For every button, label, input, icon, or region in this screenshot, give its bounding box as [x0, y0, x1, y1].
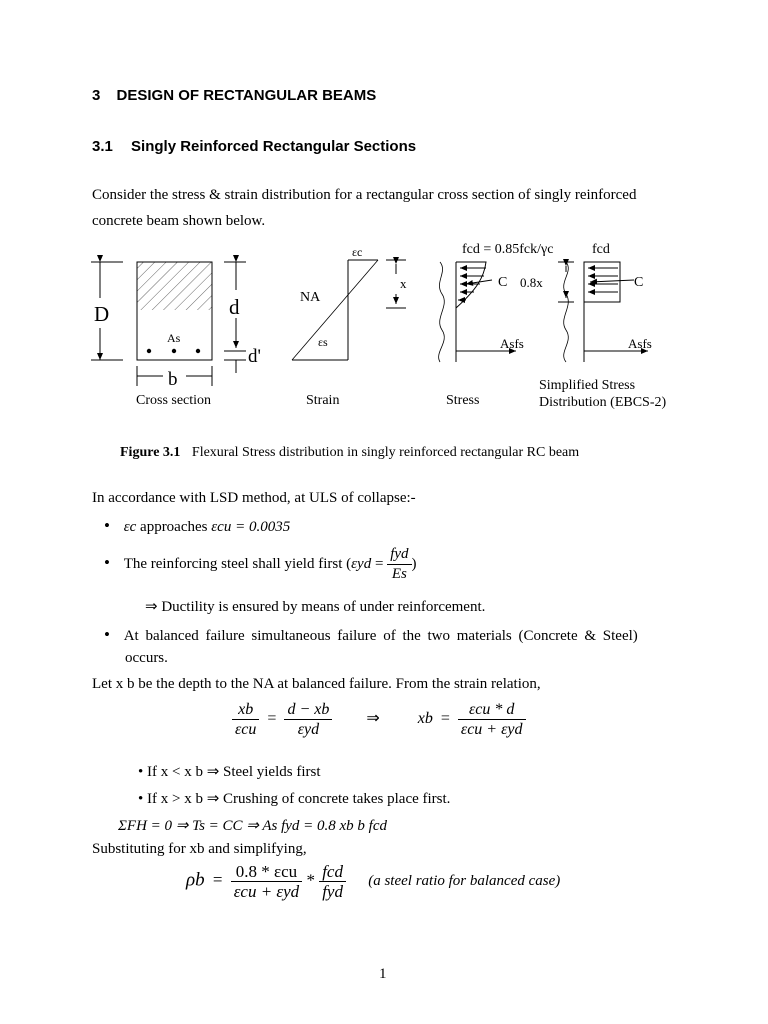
yield-text: The reinforcing steel shall yield first ( — [123, 555, 352, 572]
rho-den-1: εcu + εyd — [233, 882, 300, 901]
ductility-note: ⇒ Ductility is ensured by means of under reinforcement. — [145, 599, 486, 615]
d-minus-xb: d − xb — [284, 700, 332, 720]
subsection-number: 3.1 — [92, 138, 113, 155]
label-C-simplified: C — [634, 275, 644, 290]
equals: = — [267, 710, 277, 728]
figure-caption-number: Figure 3.1 — [120, 445, 181, 460]
eps-yd: εyd — [351, 555, 372, 572]
label-C-stress: C — [498, 275, 508, 290]
xb-over-ecu — [232, 700, 259, 739]
bullet-dot: • — [104, 516, 110, 535]
fyd-over-es — [387, 545, 411, 584]
bullet-3 — [104, 625, 638, 645]
label-d: d — [229, 295, 240, 319]
eps-cu-value: = 0.0035 — [231, 519, 291, 535]
condition-steel-yields: • If x < x b ⇒ Steel yields first — [138, 764, 321, 780]
implies-arrow: ⇒ — [366, 710, 380, 728]
rho-times: * — [306, 870, 315, 890]
rho-fraction-1 — [231, 862, 302, 901]
label-b: b — [168, 369, 178, 390]
ecu-times-d: εcu * d — [458, 700, 526, 720]
approaches-text: approaches — [136, 519, 212, 535]
flexural-figure — [88, 238, 688, 416]
equilibrium-equation: ΣFH = 0 ⇒ Ts = CC ⇒ As fyd = 0.8 xb b fcd — [118, 818, 388, 834]
section-heading — [92, 87, 376, 104]
intro-line-1: Consider the stress & strain distribution for a rectangular cross section of singly reinforced — [92, 187, 637, 203]
figure-caption — [120, 445, 579, 461]
label-d-prime: d' — [248, 346, 261, 367]
label-fcd: fcd — [592, 242, 610, 257]
label-Asfs-simplified: Asfs — [628, 336, 652, 351]
label-cross-section: Cross section — [136, 393, 212, 408]
rho-num-2: fcd — [319, 862, 346, 882]
bullet-2 — [104, 545, 417, 584]
label-simplified-line2: Distribution (EBCS-2) — [539, 395, 667, 410]
label-NA: NA — [300, 290, 321, 305]
section-number: 3 — [92, 87, 101, 104]
label-Asfs-stress: Asfs — [500, 336, 524, 351]
bullet-dot: • — [104, 625, 110, 644]
label-strain: Strain — [306, 393, 340, 408]
rho-b: ρb — [186, 869, 205, 891]
rho-num-1: 0.8 * εcu — [231, 862, 302, 882]
label-0-8x: 0.8x — [520, 275, 543, 290]
ecu: εcu — [235, 721, 257, 738]
label-D: D — [94, 302, 110, 326]
close-paren: ) — [411, 555, 417, 572]
rho-equals: = — [212, 870, 223, 890]
label-x: x — [400, 276, 407, 291]
condition-concrete-crushing: • If x > x b ⇒ Crushing of concrete takes place first. — [138, 791, 451, 807]
figure-caption-text: Flexural Stress distribution in singly reinforced rectangular RC beam — [191, 445, 580, 460]
xb-lhs: xb — [417, 710, 433, 728]
eps-cu: εcu — [211, 519, 232, 535]
bullet-dot: • — [104, 552, 110, 572]
fyd: fyd — [387, 545, 411, 565]
cross-section-diagram — [91, 262, 246, 386]
let-xb-text: Let x b be the depth to the NA at balanced failure. From the strain relation, — [92, 676, 541, 692]
eps-c: εc — [123, 519, 137, 535]
balanced-steel-ratio-equation — [186, 862, 560, 901]
subsection-title: Singly Reinforced Rectangular Sections — [131, 138, 417, 155]
balanced-text-1: At balanced failure simultaneous failure of the two materials (Concrete & Steel) — [123, 628, 638, 644]
label-stress: Stress — [446, 393, 480, 408]
label-As: As — [167, 331, 181, 345]
label-eps-s: εs — [318, 335, 328, 349]
equals-2: = — [440, 710, 450, 728]
substituting-text: Substituting for xb and simplifying, — [92, 841, 307, 857]
page-number: 1 — [379, 966, 387, 982]
rho-note: (a steel ratio for balanced case) — [368, 873, 561, 890]
label-simplified-line1: Simplified Stress — [539, 378, 636, 393]
strain-diagram — [292, 260, 406, 360]
subsection-heading — [92, 138, 416, 155]
bullet-1 — [104, 516, 290, 536]
xb: xb — [232, 700, 259, 720]
lsd-intro: In accordance with LSD method, at ULS of collapse:- — [92, 490, 416, 506]
yield-eq: = — [371, 555, 388, 572]
rho-den-2: fyd — [322, 882, 343, 901]
balanced-text-2: occurs. — [125, 650, 168, 666]
label-fcd-equation: fcd = 0.85fck/γc — [462, 242, 554, 257]
eyd: εyd — [297, 721, 320, 738]
rho-fraction-2 — [319, 862, 346, 901]
d-minus-xb-over-eyd — [284, 700, 332, 739]
xb-solution — [458, 700, 526, 739]
section-title: DESIGN OF RECTANGULAR BEAMS — [116, 87, 377, 104]
label-eps-c: εc — [352, 245, 363, 259]
intro-line-2: concrete beam shown below. — [92, 213, 266, 229]
ecu-plus-eyd: εcu + εyd — [460, 721, 523, 738]
strain-relation-equation — [232, 700, 526, 739]
es: Es — [391, 566, 407, 582]
